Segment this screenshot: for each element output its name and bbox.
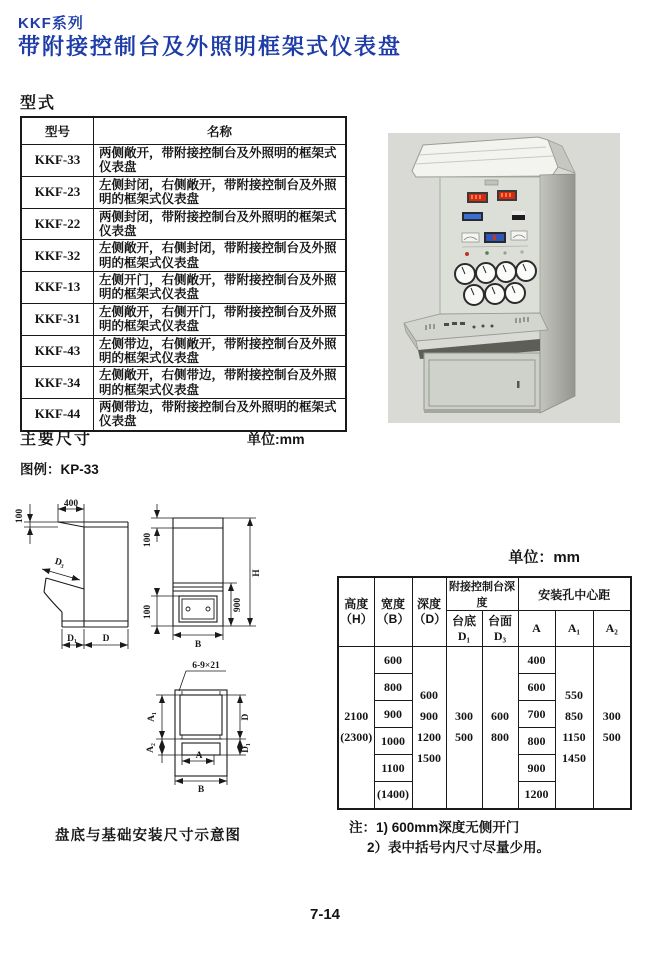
nameplate <box>485 180 498 185</box>
a-cell: 400 <box>518 647 555 674</box>
dim-label-400: 400 <box>63 499 79 509</box>
table-row <box>21 208 346 240</box>
lower-cabinet <box>424 353 540 413</box>
d1-cell: 300 500 <box>446 647 482 809</box>
width-cell: 1000 <box>374 728 412 755</box>
header-a2: A₂ <box>593 611 631 647</box>
note-line-1: 注：1) 600mm深度无侧开门 <box>349 820 520 835</box>
header-width: 宽度 （B） <box>374 577 412 647</box>
name-cell: 两侧封闭，带附接控制台及外照明的框架式仪表盘 <box>94 208 347 240</box>
model-cell: KKF-34 <box>21 367 94 399</box>
dim-label-d1-side: D₁ <box>67 634 77 644</box>
table-row <box>21 176 346 208</box>
name-cell: 左侧敞开，右侧开门，带附接控制台及外照明的框架式仪表盘 <box>94 303 347 335</box>
a-cell: 800 <box>518 728 555 755</box>
dim-label-900: 900 <box>233 597 243 613</box>
name-cell: 两侧带边，带附接控制台及外照明的框架式仪表盘 <box>94 399 347 431</box>
product-photo <box>388 133 620 423</box>
header-console-top: 台面 D₃ <box>482 611 518 647</box>
note-line-2: 2）表中括号内尺寸尽量少用。 <box>367 840 551 855</box>
header-hole-distance: 安装孔中心距 <box>518 577 631 611</box>
dim-label-h: H <box>252 569 262 577</box>
header-depth: 深度 （D） <box>412 577 446 647</box>
table-row <box>21 367 346 399</box>
name-cell: 左侧开门，右侧敞开，带附接控制台及外照明的框架式仪表盘 <box>94 272 347 304</box>
dim-label-100-front-top: 100 <box>143 532 153 548</box>
notes <box>349 818 550 858</box>
dim-label-d1-base: D₁ <box>241 743 251 753</box>
model-cell: KKF-44 <box>21 399 94 431</box>
dim-label-a: A <box>195 751 203 761</box>
a-cell: 600 <box>518 674 555 701</box>
model-cell: KKF-33 <box>21 145 94 177</box>
header-console-depth: 附接控制台深度 <box>446 577 518 611</box>
series-label: KKF系列 <box>18 15 84 32</box>
dim-label-d-side: D <box>102 634 110 644</box>
model-cell: KKF-43 <box>21 335 94 367</box>
table-row <box>21 303 346 335</box>
model-table <box>20 116 347 432</box>
dim-label-d3-side: D₃ <box>53 556 66 570</box>
dim-label-a2: A₂ <box>146 743 156 753</box>
table-row <box>338 647 631 674</box>
model-cell: KKF-22 <box>21 208 94 240</box>
model-table-header-model: 型号 <box>21 117 94 145</box>
model-cell: KKF-32 <box>21 240 94 272</box>
digital-display-blue <box>462 212 483 221</box>
page-number: 7-14 <box>309 906 341 923</box>
depth-cell: 600 900 1200 1500 <box>412 647 446 809</box>
model-table-header-name: 名称 <box>94 117 347 145</box>
name-cell: 左侧带边，右侧敞开，带附接控制台及外照明的框架式仪表盘 <box>94 335 347 367</box>
dimension-drawings <box>0 488 285 808</box>
header-a: A <box>518 611 555 647</box>
header-console-bottom: 台底 D₁ <box>446 611 482 647</box>
header-height: 高度 （H） <box>338 577 374 647</box>
table-row <box>21 145 346 177</box>
a2-cell: 300 500 <box>593 647 631 809</box>
height-cell: 2100 (2300) <box>338 647 374 809</box>
width-cell: 800 <box>374 674 412 701</box>
dimension-table <box>337 576 632 810</box>
base-plan-drawing <box>156 671 246 785</box>
model-cell: KKF-23 <box>21 176 94 208</box>
name-cell: 两侧敞开，带附接控制台及外照明的框架式仪表盘 <box>94 145 347 177</box>
d3-cell: 600 800 <box>482 647 518 809</box>
section-dims-heading: 主要尺寸 <box>20 431 93 448</box>
door-handle <box>517 381 520 388</box>
a-cell: 700 <box>518 701 555 728</box>
table-row <box>21 240 346 272</box>
unit-label: 单位:mm <box>247 431 305 447</box>
digital-display-black <box>512 211 525 220</box>
dim-label-b-base: B <box>197 785 205 795</box>
table-row <box>21 335 346 367</box>
model-cell: KKF-13 <box>21 272 94 304</box>
dim-label-b-front: B <box>194 640 202 650</box>
hole-spec-label: 6-9×21 <box>192 661 220 671</box>
panel-face <box>440 177 540 314</box>
dim-label-100-side: 100 <box>15 508 25 524</box>
diagram-caption: 盘底与基础安装尺寸示意图 <box>55 828 241 844</box>
front-view-drawing <box>151 504 256 640</box>
header-a1: A₁ <box>555 611 593 647</box>
model-cell: KKF-31 <box>21 303 94 335</box>
section-model-heading: 型式 <box>20 95 57 112</box>
dim-label-d-base: D <box>241 713 251 721</box>
name-cell: 左侧敞开，右侧封闭，带附接控制台及外照明的框架式仪表盘 <box>94 240 347 272</box>
unit-label-2: 单位：mm <box>508 549 580 566</box>
width-cell: 900 <box>374 701 412 728</box>
a-cell: 1200 <box>518 782 555 809</box>
name-cell: 左侧封闭，右侧敞开，带附接控制台及外照明的框架式仪表盘 <box>94 176 347 208</box>
page-title: 带附接控制台及外照明框架式仪表盘 <box>18 34 403 59</box>
side-view-drawing <box>24 504 128 649</box>
name-cell: 左侧敞开，右侧带边，带附接控制台及外照明的框架式仪表盘 <box>94 367 347 399</box>
a1-cell: 550 850 1150 1450 <box>555 647 593 809</box>
cabinet-side <box>540 174 575 413</box>
dim-label-100-front-bottom: 100 <box>143 604 153 620</box>
table-row <box>21 272 346 304</box>
width-cell: 600 <box>374 647 412 674</box>
width-cell: 1100 <box>374 755 412 782</box>
a-cell: 900 <box>518 755 555 782</box>
width-cell: (1400) <box>374 782 412 809</box>
legend-label: 图例：KP-33 <box>20 462 99 477</box>
dim-label-a1: A₁ <box>147 712 157 722</box>
